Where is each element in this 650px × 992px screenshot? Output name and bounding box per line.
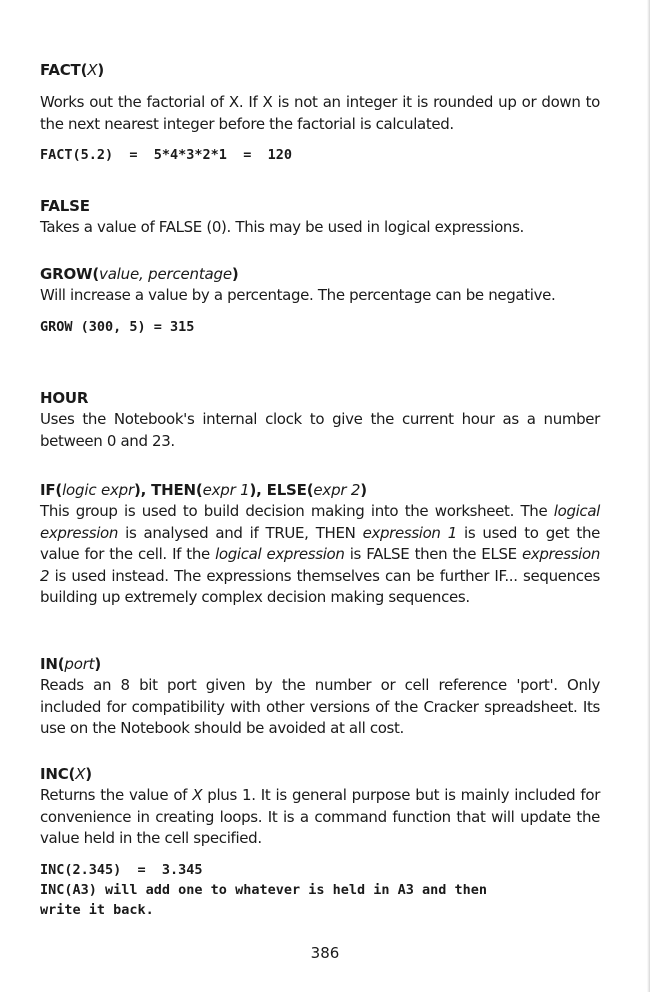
entry-hour [40, 388, 600, 452]
entry-description: Returns the value of X plus 1. It is general purpose but is mainly included for convenience in creating loops. It is a command function that will update the value held in the cell specified. [40, 786, 601, 847]
entry-heading: FALSE [40, 197, 90, 215]
code-example: INC(2.345) = 3.345 [40, 861, 203, 878]
code-example: write it back. [40, 901, 154, 918]
code-example: INC(A3) will add one to whatever is held in A3 and then [40, 881, 488, 898]
entry-heading: IF(logic expr), THEN(expr 1), ELSE(expr 2) [40, 481, 367, 499]
entry-inc [40, 764, 600, 920]
entry-description: Takes a value of FALSE (0). This may be used in logical expressions. [40, 218, 524, 236]
entry-description: Uses the Notebook's internal clock to give the current hour as a number between 0 and 23. [40, 410, 600, 450]
entry-false [40, 196, 600, 239]
code-example: FACT(5.2) = 5*4*3*2*1 = 120 [40, 147, 292, 163]
entry-description: Will increase a value by a percentage. The percentage can be negative. [40, 286, 556, 304]
entry-grow [40, 264, 600, 337]
entry-heading: FACT(X) [40, 61, 104, 79]
entry-description: This group is used to build decision making into the worksheet. The logical expression is analysed and if TRUE, THEN expression 1 is used to get the value for the cell. If the logical expression is FALSE then the ELSE expression 2 is used instead. The expressions themselves can be further IF... sequences building up extremely complex decision making sequences. [40, 502, 600, 606]
entry-heading: IN(port) [40, 655, 101, 673]
code-example: GROW (300, 5) = 315 [40, 318, 195, 335]
entry-description: Reads an 8 bit port given by the number or cell reference 'port'. Only included for compatibility with other versions of the Cracker spreadsheet. Its use on the Notebook should be avoided at all cost. [40, 676, 600, 737]
entry-heading: GROW(value, percentage) [40, 265, 239, 283]
entry-heading: INC(X) [40, 765, 92, 783]
entry-in [40, 654, 600, 740]
entry-fact [40, 60, 600, 165]
entry-if-then-else [40, 480, 600, 609]
entry-description: Works out the factorial of X. If X is not an integer it is rounded up or down to the next nearest integer before the factorial is calculated. [40, 93, 600, 133]
page-number: 386 [310, 944, 340, 962]
entry-heading: HOUR [40, 389, 89, 407]
